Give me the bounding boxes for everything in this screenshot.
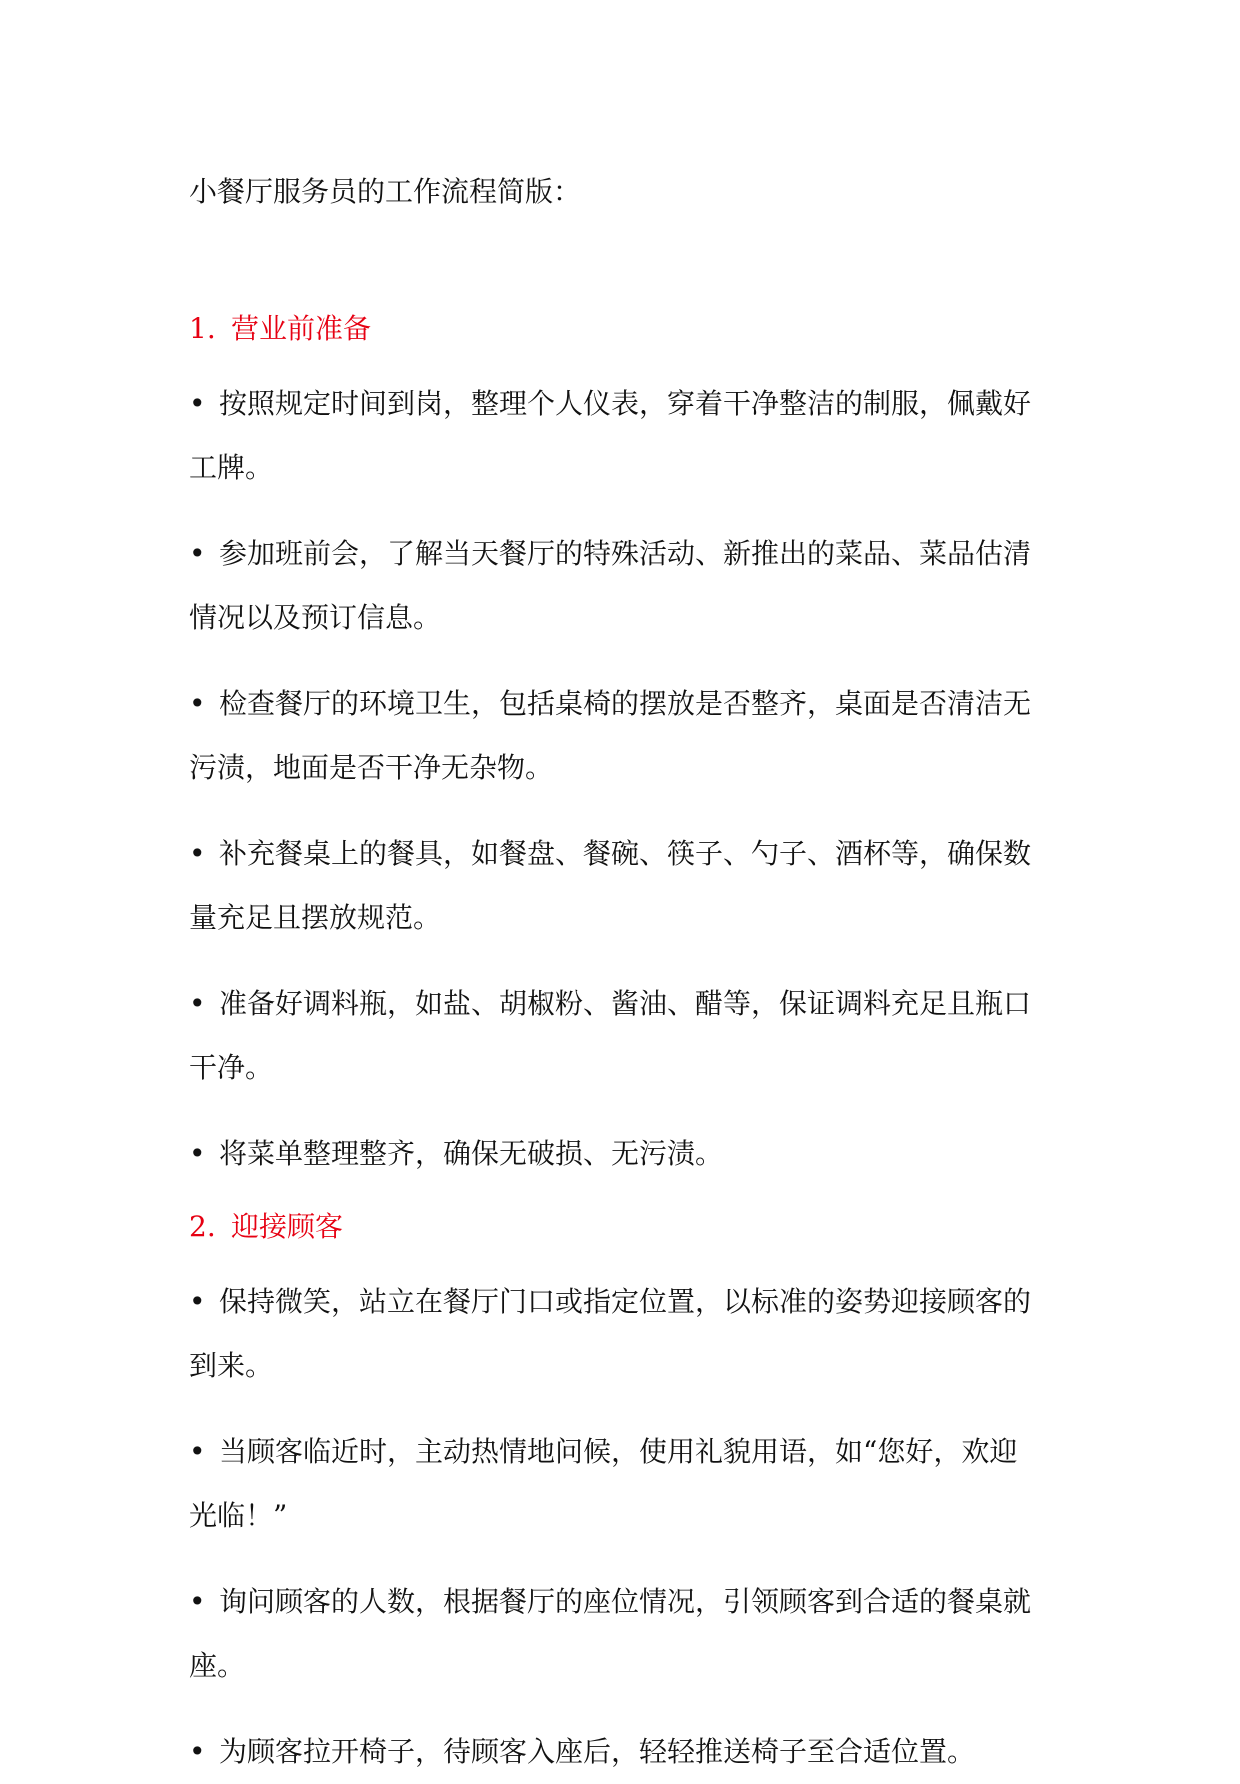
list-item-text: 询问顾客的人数，根据餐厅的座位情况，引领顾客到合适的餐桌就座。 — [189, 1585, 1032, 1682]
list-item — [189, 1720, 1039, 1784]
list-item — [189, 1122, 1039, 1186]
bullet-icon: • — [189, 1137, 206, 1170]
list-item — [189, 672, 1039, 800]
bullet-icon: • — [189, 1435, 206, 1468]
list-item — [189, 822, 1039, 950]
bullet-icon: • — [189, 1735, 206, 1768]
section-heading-1 — [189, 308, 1039, 350]
section-title: 迎接顾客 — [231, 1210, 344, 1243]
list-item — [189, 972, 1039, 1100]
section-number: 2. — [189, 1210, 216, 1243]
list-item-text: 为顾客拉开椅子，待顾客入座后，轻轻推送椅子至合适位置。 — [219, 1735, 976, 1768]
list-item-text: 补充餐桌上的餐具，如餐盘、餐碗、筷子、勺子、酒杯等，确保数量充足且摆放规范。 — [189, 837, 1032, 934]
bullet-icon: • — [189, 387, 206, 420]
list-item-text: 参加班前会，了解当天餐厅的特殊活动、新推出的菜品、菜品估清情况以及预订信息。 — [189, 537, 1032, 634]
list-item-text: 检查餐厅的环境卫生，包括桌椅的摆放是否整齐，桌面是否清洁无污渍，地面是否干净无杂物。 — [189, 687, 1032, 784]
list-item-text: 按照规定时间到岗，整理个人仪表，穿着干净整洁的制服，佩戴好工牌。 — [189, 387, 1032, 484]
section-title: 营业前准备 — [231, 312, 372, 345]
list-item-text: 将菜单整理整齐，确保无破损、无污渍。 — [219, 1137, 724, 1170]
document-title: 小餐厅服务员的工作流程简版： — [189, 175, 582, 208]
bullet-icon: • — [189, 537, 206, 570]
section-heading-2 — [189, 1206, 1039, 1248]
list-item — [189, 372, 1039, 500]
bullet-icon: • — [189, 1585, 206, 1618]
list-item — [189, 1570, 1039, 1698]
bullet-icon: • — [189, 987, 206, 1020]
list-item-text: 准备好调料瓶，如盐、胡椒粉、酱油、醋等，保证调料充足且瓶口干净。 — [189, 987, 1032, 1084]
bullet-icon: • — [189, 837, 206, 870]
list-item-text: 当顾客临近时，主动热情地问候，使用礼貌用语，如“您好，欢迎光临！” — [189, 1435, 1018, 1532]
list-item — [189, 1270, 1039, 1398]
section-number: 1. — [189, 312, 216, 345]
list-item — [189, 1420, 1039, 1548]
bullet-icon: • — [189, 1285, 206, 1318]
list-item-text: 保持微笑，站立在餐厅门口或指定位置，以标准的姿势迎接顾客的到来。 — [189, 1285, 1032, 1382]
bullet-icon: • — [189, 687, 206, 720]
document-body — [189, 308, 1039, 1784]
list-item — [189, 522, 1039, 650]
